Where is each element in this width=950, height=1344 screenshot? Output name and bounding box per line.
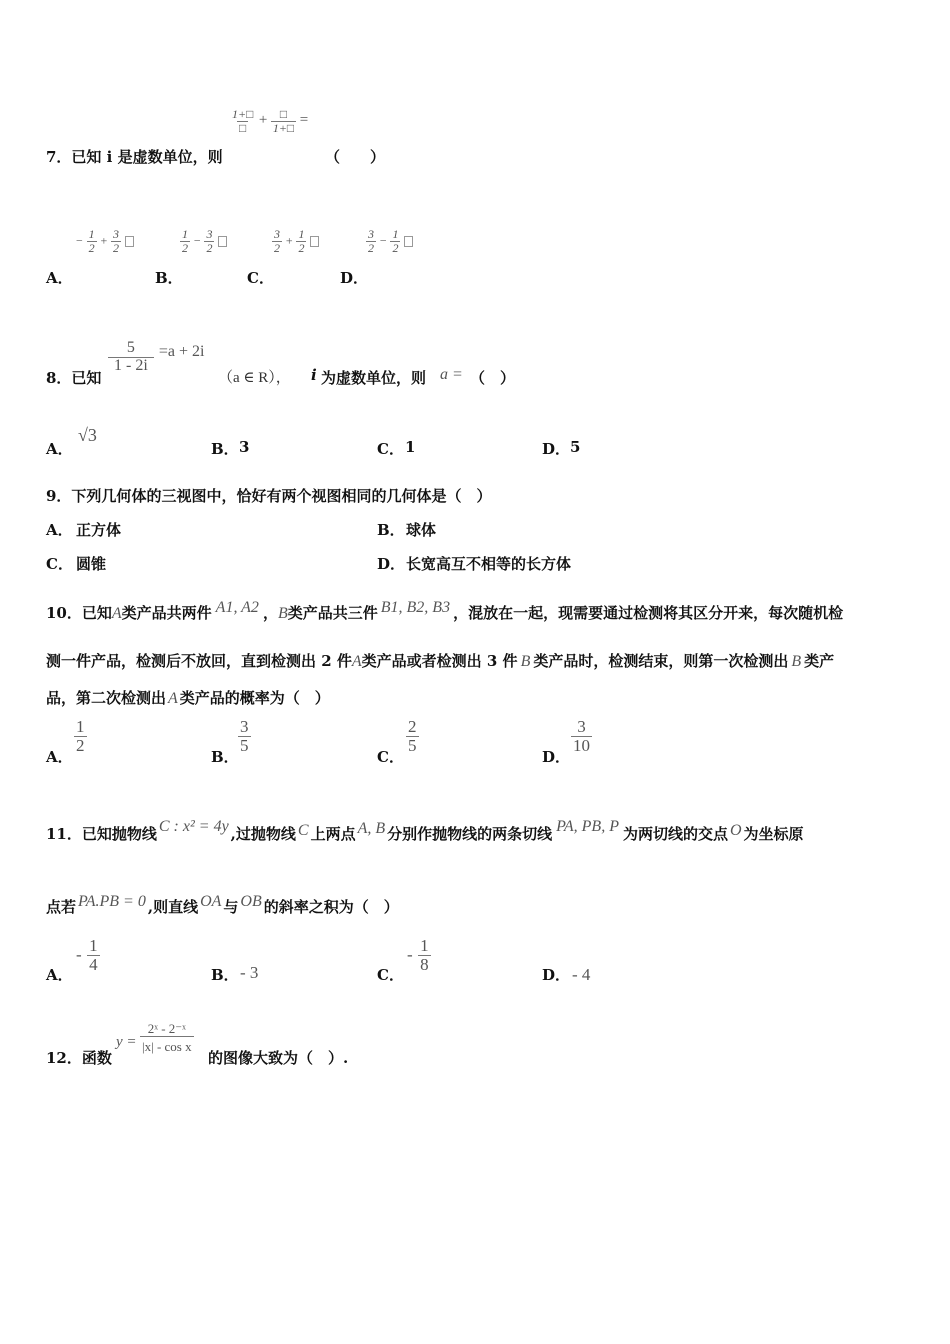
q8-stem-mid: 为虚数单位，则 [321, 369, 427, 387]
q10-option-a-frac [74, 718, 87, 755]
q10-b-num: 3 [240, 717, 249, 736]
q7-c-op: + [285, 233, 293, 248]
q8-option-b-label[interactable]: B． [211, 440, 239, 458]
q11-line1-f: 为坐标原 [743, 825, 804, 843]
q11-c-sign: - [407, 944, 413, 964]
q10-var-b3: B [791, 653, 802, 670]
q10-d-num: 3 [577, 717, 586, 736]
q12-den: |x| - cos x [140, 1036, 194, 1054]
q10-option-d-frac [571, 718, 592, 755]
q9-option-b-label[interactable]: B． [377, 521, 405, 539]
q11-a-den: 4 [89, 954, 98, 974]
q11-papb: PA, PB, P [556, 818, 619, 835]
q11-option-c-label[interactable]: C． [377, 966, 404, 984]
q7-option-b-label[interactable]: B． [155, 269, 183, 287]
q7-equals: = [299, 112, 309, 129]
q10-var-b: B [277, 605, 288, 622]
q7-a-d2: 2 [113, 240, 120, 255]
q7-frac1-num: 1+□ [232, 107, 254, 121]
q10-c-den: 5 [408, 735, 417, 755]
q7-option-c-expr [272, 228, 319, 254]
q10-a-den: 2 [76, 735, 85, 755]
q11-option-b-value: - 3 [240, 963, 259, 982]
q10-option-a-label[interactable]: A． [46, 748, 73, 766]
q8-option-d-value: 5 [570, 438, 581, 456]
q9-option-c-value: 圆锥 [76, 555, 107, 573]
q12-prefix: 12．函数 [46, 1049, 112, 1067]
q10-a-num: 1 [76, 717, 85, 736]
q10-line1-c: 类产品共三件 [287, 604, 378, 622]
q10-b-den: 5 [240, 735, 249, 755]
q10-comma: ， [262, 604, 278, 622]
q7-c-n1: 3 [274, 227, 280, 241]
q8-option-c-value: 1 [405, 438, 416, 456]
q11-line1-a: 11．已知抛物线 [46, 825, 157, 843]
q7-b-d2: 2 [206, 240, 213, 255]
q7-a-sign: − [76, 233, 83, 248]
q10-line1-a: 10．已知 [46, 604, 112, 622]
q10-option-b-label[interactable]: B． [211, 748, 239, 766]
q8-option-b-value: 3 [239, 438, 250, 456]
q7-c-d2: 2 [298, 240, 305, 255]
q11-option-d-value: - 4 [572, 965, 591, 984]
q7-option-d-label[interactable]: D． [340, 269, 369, 287]
q7-a-i-box [125, 236, 134, 247]
q7-d-d2: 2 [392, 240, 399, 255]
q7-a-d1: 2 [88, 240, 95, 255]
q11-var-o: O [729, 822, 742, 839]
q10-var-a3: A [168, 690, 178, 707]
q7-a-n2: 3 [113, 227, 120, 241]
q10-line3-a: 品，第二次检测出 [46, 689, 167, 707]
q7-d-i-box [404, 236, 413, 247]
q10-option-d-label[interactable]: D． [542, 748, 571, 766]
q10-a12: A1, A2 [215, 599, 259, 616]
q9-option-b-value: 球体 [406, 521, 437, 539]
q7-b-n2: 3 [206, 227, 213, 241]
q10-b123: B1, B2, B3 [380, 599, 451, 616]
q8-rhs: =a + 2i [158, 342, 205, 360]
q8-i-var: i [311, 366, 317, 384]
q10-line2-c: 类产品时，检测结束，则第一次检测出 [533, 652, 789, 670]
q11-line2 [46, 893, 399, 917]
q9-option-d-label[interactable]: D． [377, 555, 406, 573]
q11-line2-d: 的斜率之积为（ ） [263, 898, 399, 916]
q7-a-op: + [100, 233, 108, 248]
q7-frac2-den: 1+□ [272, 120, 295, 135]
q7-c-d1: 2 [274, 240, 280, 255]
q10-line1-d: ，混放在一起，现需要通过检测将其区分开来，每次随机检 [453, 604, 844, 622]
q11-c-den: 8 [420, 954, 429, 974]
q11-var-c: C [297, 822, 309, 839]
q10-line1-b: 类产品共两件 [121, 604, 212, 622]
q12-y-equals: y = [116, 1034, 137, 1050]
q10-var-a2: A [351, 653, 362, 670]
q7-stem: 7．已知 i 是虚数单位，则 [46, 148, 223, 166]
q7-c-n2: 1 [298, 227, 305, 241]
q8-frac-den: 1 - 2i [108, 357, 154, 375]
q10-line2 [46, 650, 834, 671]
q7-frac2-num: □ [279, 107, 288, 121]
q8-a-equals: a = [440, 366, 463, 383]
q11-option-a-expr [76, 937, 100, 974]
q10-d-den: 10 [573, 735, 590, 755]
q7-a-n1: 1 [88, 227, 95, 241]
q11-parabola: C : x² = 4y [158, 818, 229, 835]
q11-line2-c: 与 [223, 898, 239, 916]
q10-c-num: 2 [408, 717, 417, 736]
q7-expression [230, 108, 308, 134]
q8-option-d-label[interactable]: D． [542, 440, 571, 458]
q7-d-n1: 3 [368, 227, 374, 241]
q10-var-a: A [111, 605, 122, 622]
q11-a-num: 1 [89, 936, 98, 955]
q7-d-op: − [379, 233, 387, 248]
q10-line1 [46, 599, 843, 623]
q8-condition: （a ∈ R）， [218, 370, 291, 386]
q11-line1 [46, 818, 804, 844]
q8-stem-prefix: 8．已知 [46, 369, 102, 387]
q11-a-sign: - [76, 944, 82, 964]
q11-line1-c: 上两点 [310, 825, 356, 843]
q7-b-n1: 1 [182, 227, 188, 241]
q7-option-d-expr [366, 228, 413, 254]
q11-ab: A, B [357, 820, 386, 837]
q9-option-a-value: 正方体 [76, 521, 122, 539]
q11-ob: OB [240, 893, 262, 910]
q9-option-a-label[interactable]: A． [46, 521, 73, 539]
q11-oa: OA [200, 893, 222, 910]
q8-frac-num: 5 [126, 339, 135, 356]
q12-num: 2ˣ - 2⁻ˣ [147, 1021, 186, 1036]
q10-var-b2: B [520, 653, 531, 670]
q8-option-a-label[interactable]: A． [46, 440, 73, 458]
q10-option-b-frac [238, 718, 251, 755]
q7-option-c-label[interactable]: C． [247, 269, 274, 287]
q10-line2-b: 类产品或者检测出 3 件 [361, 652, 518, 670]
q8-equation [108, 340, 204, 375]
q11-line2-b: ,则直线 [147, 898, 199, 916]
q8-option-c-label[interactable]: C． [377, 440, 404, 458]
q9-option-d-value: 长宽高互不相等的长方体 [406, 555, 572, 573]
q10-option-c-label[interactable]: C． [377, 748, 404, 766]
q7-paren: （ ） [325, 148, 386, 166]
q11-line1-d: 分别作抛物线的两条切线 [387, 825, 553, 843]
q7-option-b-expr [180, 228, 227, 254]
q7-d-d1: 2 [368, 240, 374, 255]
q11-line2-a: 点若 [46, 898, 77, 916]
q7-b-i-box [218, 236, 227, 247]
q10-option-c-frac [406, 718, 419, 755]
q8-paren: （ ） [470, 369, 516, 387]
q11-line1-e: 为两切线的交点 [622, 825, 728, 843]
q10-line3 [46, 687, 330, 708]
q10-line2-d: 类产 [804, 652, 835, 670]
q7-plus: + [258, 112, 268, 129]
q12-suffix: 的图像大致为（ ）. [208, 1049, 349, 1067]
q11-c-num: 1 [420, 936, 429, 955]
q10-line2-a: 测一件产品，检测后不放回，直到检测出 2 件 [46, 652, 352, 670]
q7-b-op: − [193, 233, 201, 248]
q7-d-n2: 1 [392, 227, 399, 241]
q11-option-d-label[interactable]: D． [542, 966, 571, 984]
q11-option-a-label[interactable]: A． [46, 966, 73, 984]
q8-option-a-value: √3 [78, 425, 97, 445]
q11-option-b-label[interactable]: B． [211, 966, 239, 984]
q7-frac1-den: □ [239, 120, 247, 135]
q7-option-a-label[interactable]: A． [46, 269, 73, 287]
q7-option-a-expr [76, 228, 134, 254]
q11-dot-product: PA.PB = 0 [78, 893, 146, 910]
q9-stem: 9．下列几何体的三视图中，恰好有两个视图相同的几何体是（ ） [46, 487, 492, 505]
q7-c-i-box [310, 236, 319, 247]
q7-b-d1: 2 [182, 240, 188, 255]
q9-option-c-label[interactable]: C． [46, 555, 73, 573]
q11-line1-b: ,过抛物线 [230, 825, 296, 843]
q12-function [140, 1022, 194, 1053]
q10-line3-b: 类产品的概率为（ ） [179, 689, 330, 707]
q11-option-c-expr [407, 937, 431, 974]
